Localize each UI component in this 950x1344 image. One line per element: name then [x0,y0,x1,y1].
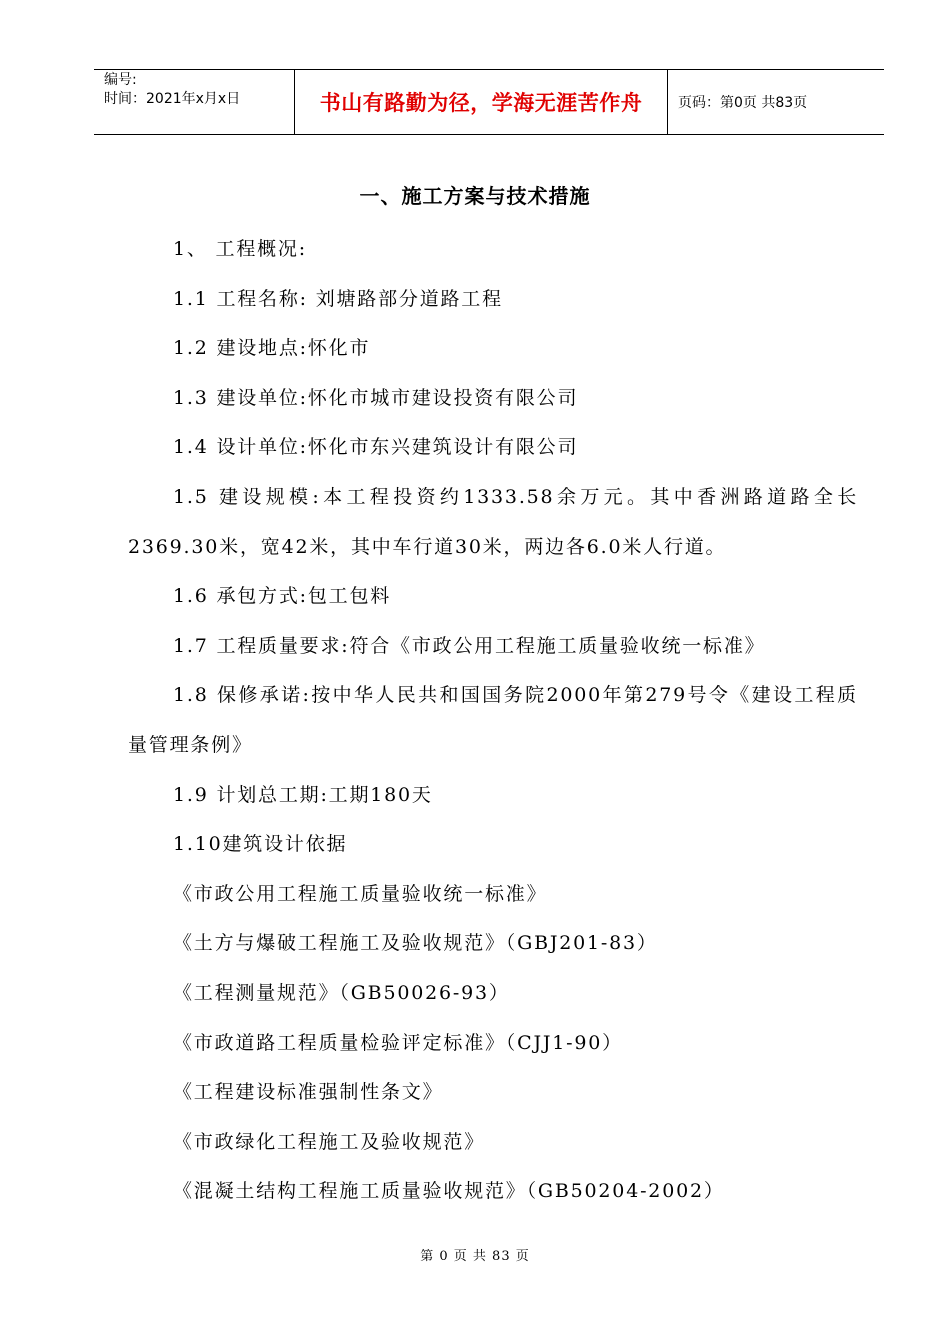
standard-item: 《工程测量规范》（GB50026-93） [173,981,510,1004]
standard-item: 《混凝土结构工程施工质量验收规范》（GB50204-2002） [173,1180,725,1203]
project-name-line: 1.1 工程名称: 刘塘路部分道路工程 [173,287,503,310]
schedule-line: 1.9 计划总工期:工期180天 [173,783,433,806]
warranty-paragraph: 1.8 保修承诺:按中华人民共和国国务院2000年第279号令《建设工程质量管理条例》 [128,684,858,756]
construction-unit-line: 1.3 建设单位:怀化市城市建设投资有限公司 [173,386,579,409]
header-page-info: 页码：第0页 共83页 [678,95,808,111]
header-motto: 书山有路勤为径，学海无涯苦作舟 [295,70,668,134]
quality-requirement-line: 1.7 工程质量要求:符合《市政公用工程施工质量验收统一标准》 [173,634,766,657]
standard-item: 《市政道路工程质量检验评定标准》（CJJ1-90） [173,1031,623,1054]
page-footer: 第 0 页 共 83 页 [420,1249,530,1264]
standard-item: 《市政绿化工程施工及验收规范》 [173,1130,486,1153]
standard-item: 《工程建设标准强制性条文》 [173,1081,444,1104]
header-meta-cell [94,70,295,134]
standard-item: 《土方与爆破工程施工及验收规范》（GBJ201-83） [173,932,658,955]
contract-mode-line: 1.6 承包方式:包工包料 [173,585,392,608]
construction-scale-paragraph: 1.5 建设规模:本工程投资约1333.58余万元。其中香洲路道路全长2369.30米，宽42米，其中车行道30米，两边各6.0米人行道。 [128,485,858,558]
construction-site-line: 1.2 建设地点:怀化市 [173,337,371,360]
document-code-label: 编号: [104,72,137,88]
header-table [94,69,884,135]
standard-item: 《市政公用工程施工质量验收统一标准》 [173,882,548,905]
design-unit-line: 1.4 设计单位:怀化市东兴建筑设计有限公司 [173,436,579,459]
section-title: 一、施工方案与技术措施 [359,184,591,208]
overview-heading: 1、 工程概况: [173,238,307,260]
document-body [128,225,858,1217]
document-time-label: 时间：2021年x月x日 [104,91,241,107]
design-basis-heading: 1.10建筑设计依据 [173,833,348,856]
